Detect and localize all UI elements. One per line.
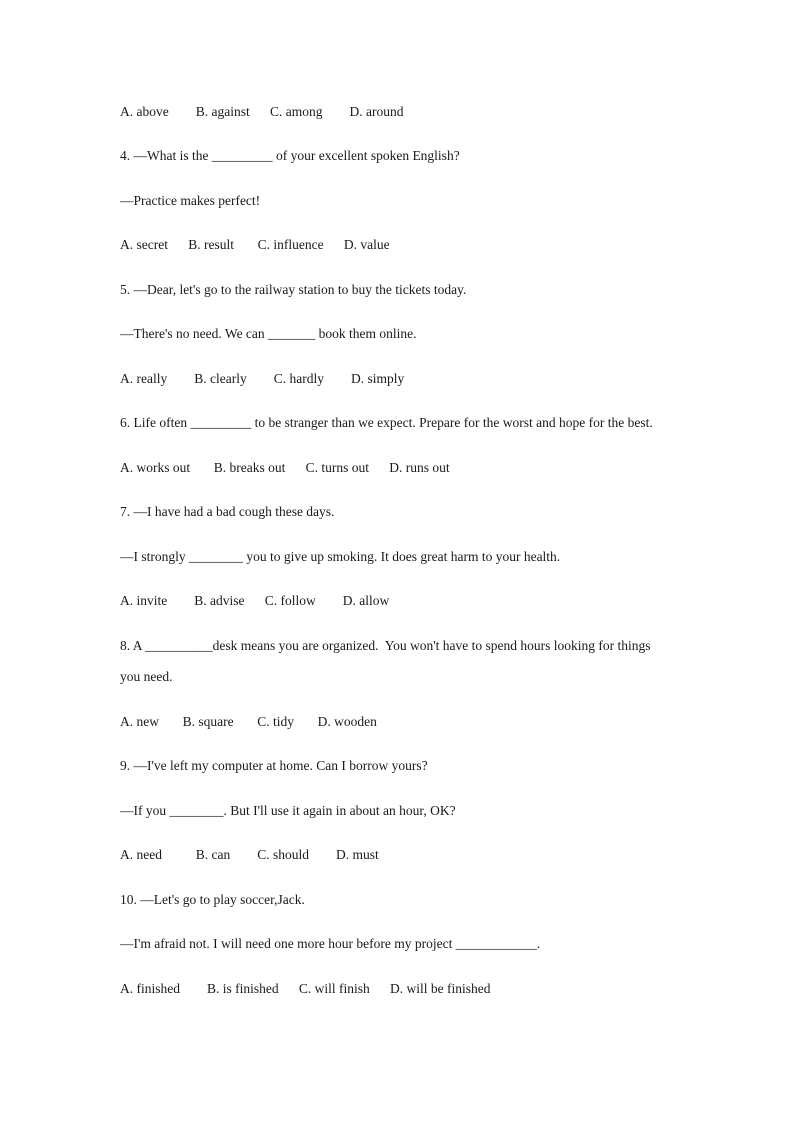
q3-options: A. above B. against C. among D. around <box>120 104 404 119</box>
q6-question: 6. Life often _________ to be stranger than we expect. Prepare for the worst and hope for the best. <box>120 415 653 430</box>
q8-options: A. new B. square C. tidy D. wooden <box>120 714 377 729</box>
q4-options: A. secret B. result C. influence D. value <box>120 237 390 252</box>
q9-reply: —If you ________. But I'll use it again in about an hour, OK? <box>120 803 456 818</box>
q10-options: A. finished B. is finished C. will finish D. will be finished <box>120 981 491 996</box>
q4-reply: —Practice makes perfect! <box>120 193 261 208</box>
q4-question: 4. —What is the _________ of your excellent spoken English? <box>120 148 460 163</box>
q9-options: A. need B. can C. should D. must <box>120 847 379 862</box>
q8-question: 8. A __________desk means you are organized. You won't have to spend hours looking for things <box>120 638 651 653</box>
q10-reply: —I'm afraid not. I will need one more hour before my project ____________. <box>120 936 541 951</box>
q8-question-continued: you need. <box>120 669 173 684</box>
q7-question: 7. —I have had a bad cough these days. <box>120 504 335 519</box>
q7-reply: —I strongly ________ you to give up smoking. It does great harm to your health. <box>120 549 561 564</box>
q5-question: 5. —Dear, let's go to the railway station to buy the tickets today. <box>120 282 467 297</box>
q5-reply: —There's no need. We can _______ book them online. <box>120 326 417 341</box>
q6-options: A. works out B. breaks out C. turns out D. runs out <box>120 460 450 475</box>
q5-options: A. really B. clearly C. hardly D. simply <box>120 371 405 386</box>
q7-options: A. invite B. advise C. follow D. allow <box>120 593 390 608</box>
q9-question: 9. —I've left my computer at home. Can I borrow yours? <box>120 758 428 773</box>
q10-question: 10. —Let's go to play soccer,Jack. <box>120 892 305 907</box>
